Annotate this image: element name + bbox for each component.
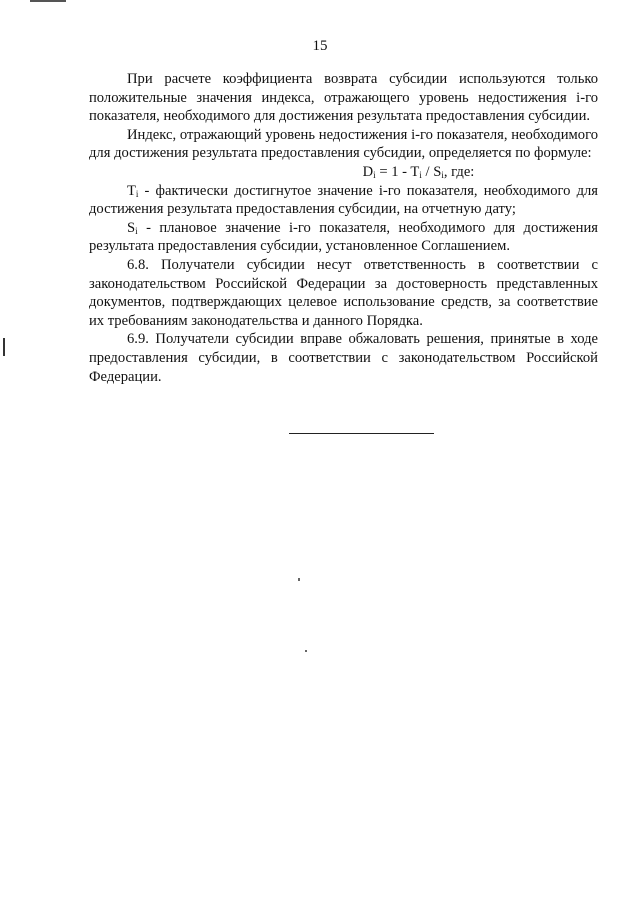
definition-t-symbol: T <box>127 182 136 199</box>
definition-s <box>89 219 598 256</box>
clause-6-8: 6.8. Получатели субсидии несут ответственность в соответствии с законодательством Российской Федерации за достоверность представленных документов, подтверждающих целевое использование средств, за соответствие их требованиям законодательства и данного Порядка. <box>89 256 598 329</box>
definition-t-sub: i <box>135 188 139 199</box>
clause-6-9: 6.9. Получатели субсидии вправе обжаловать решения, принятые в ходе предоставления субсидии, в соответствии с законодательством Российской Федерации. <box>89 331 598 385</box>
page-number: 15 <box>312 38 328 54</box>
formula-t-sub: i <box>419 169 422 180</box>
definition-t-text: - фактически достигнутое значение i-го показателя, необходимого для достижения результата предоставления субсидии, на отчетную дату; <box>89 182 598 218</box>
definition-t <box>89 182 598 219</box>
formula-d-sub: i <box>373 169 376 180</box>
scan-edge-mark-left <box>3 338 5 356</box>
formula <box>89 163 598 182</box>
formula-d: D <box>362 163 374 180</box>
formula-s-sub: i <box>441 169 444 180</box>
paragraph-positive-index-values: При расчете коэффициента возврата субсидии используются только положительные значения индекса, отражающего уровень недостижения i-го показателя, необходимого для достижения результата предоставления субсидии. <box>89 71 598 125</box>
document-body <box>89 70 598 386</box>
scan-edge-mark <box>30 0 66 2</box>
formula-tail: , где: <box>443 163 475 180</box>
scan-speck <box>305 650 307 652</box>
definition-s-sub: i <box>135 225 138 236</box>
definition-s-text: - плановое значение i-го показателя, необходимого для достижения результата предоставления субсидии, установленное Соглашением. <box>89 219 598 255</box>
formula-eq: = 1 - <box>375 163 411 180</box>
formula-t: T <box>410 163 420 180</box>
formula-s: S <box>433 163 442 180</box>
paragraph-index-definition: Индекс, отражающий уровень недостижения i-го показателя, необходимого для достижения результата предоставления субсидии, определяется по формуле: <box>89 126 598 162</box>
definition-s-symbol: S <box>127 219 136 236</box>
formula-slash: / <box>421 163 434 180</box>
end-of-text-rule <box>289 433 434 434</box>
scan-speck <box>298 578 300 581</box>
